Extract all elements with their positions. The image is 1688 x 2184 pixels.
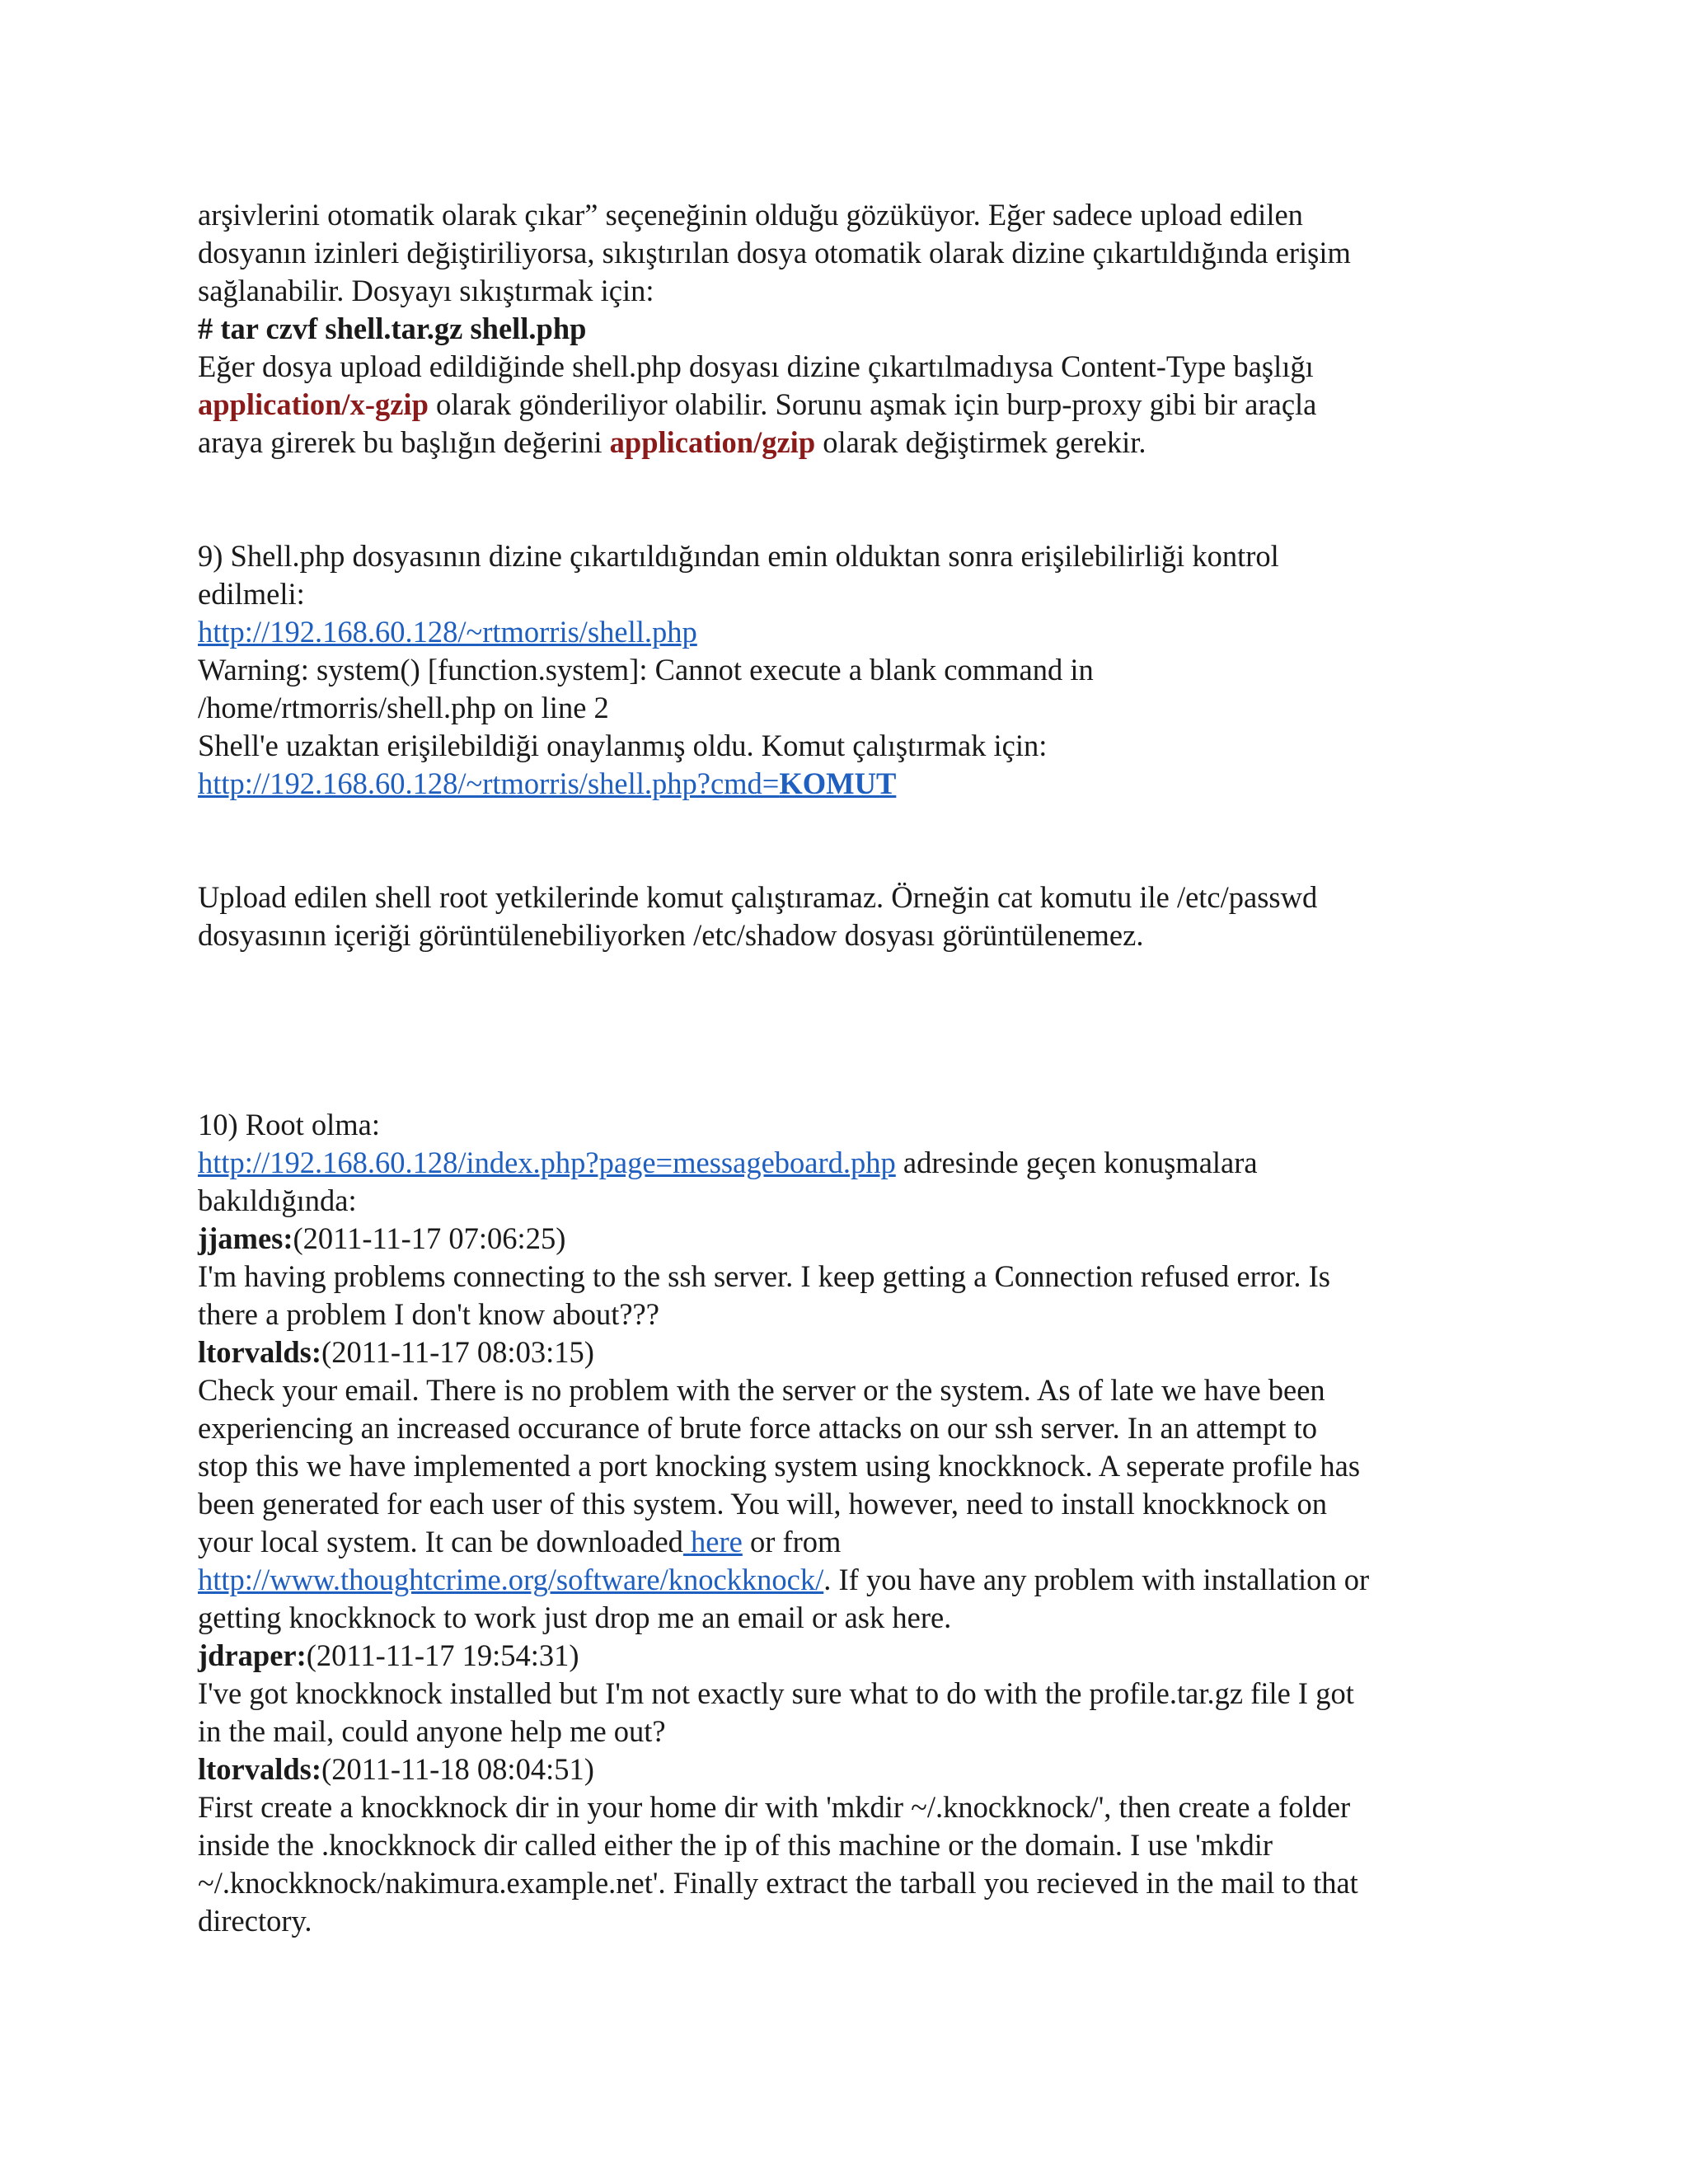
post-header [198, 1637, 1500, 1675]
post-text-line: getting knockknock to work just drop me an email or ask here. [198, 1601, 952, 1634]
post-text-line [198, 1561, 1500, 1599]
paragraph-line: dosyasının içeriği görüntülenebiliyorken /etc/shadow dosyası görüntülenemez. [198, 918, 1144, 952]
spacer [198, 803, 1500, 879]
post-time: (2011-11-17 08:03:15) [321, 1335, 594, 1369]
post-text: your local system. It can be downloaded [198, 1525, 683, 1558]
messageboard-url-link[interactable]: http://192.168.60.128/index.php?page=messageboard.php [198, 1146, 896, 1179]
post-text-line [198, 1523, 1500, 1561]
post-text-line: in the mail, could anyone help me out? [198, 1714, 666, 1748]
post-text-line: First create a knockknock dir in your home dir with 'mkdir ~/.knockknock/', then create a folder [198, 1790, 1351, 1824]
paragraph-line: bakıldığında: [198, 1183, 357, 1217]
post-text-line: ~/.knockknock/nakimura.example.net'. Finally extract the tarball you recieved in the mail to that [198, 1866, 1358, 1900]
post-time: (2011-11-17 19:54:31) [306, 1638, 579, 1672]
paragraph-text: araya girerek bu başlığın değerini [198, 425, 610, 459]
spacer [198, 954, 1500, 1106]
post-user: jjames: [198, 1221, 293, 1255]
step-10-heading: 10) Root olma: [198, 1108, 381, 1141]
post-user: ltorvalds: [198, 1335, 322, 1369]
post-text-line: directory. [198, 1904, 312, 1938]
paragraph-text: adresinde geçen konuşmalara [895, 1146, 1258, 1179]
spacer [198, 462, 1500, 537]
post-user: jdraper: [198, 1638, 307, 1672]
tar-command: # tar czvf shell.tar.gz shell.php [198, 312, 587, 345]
post-text-line: inside the .knockknock dir called either the ip of this machine or the domain. I use 'mkdir [198, 1828, 1273, 1862]
post-text: . If you have any problem with installation or [823, 1563, 1370, 1596]
paragraph-line [198, 613, 1500, 651]
paragraph-line [198, 424, 1500, 462]
warning-line: /home/rtmorris/shell.php on line 2 [198, 691, 609, 724]
paragraph-line: Shell'e uzaktan erişilebildiği onaylanmış oldu. Komut çalıştırmak için: [198, 729, 1048, 762]
post-header [198, 1750, 1500, 1788]
paragraph-line: sağlanabilir. Dosyayı sıkıştırmak için: [198, 274, 654, 307]
step-9-heading: 9) Shell.php dosyasının dizine çıkartıldığından emin olduktan sonra erişilebilirliği kontrol [198, 539, 1279, 573]
paragraph-text: olarak değiştirmek gerekir. [815, 425, 1146, 459]
paragraph-line: dosyanın izinleri değiştiriliyorsa, sıkıştırılan dosya otomatik olarak dizine çıkartıldığında erişim [198, 236, 1351, 269]
post-header [198, 1220, 1500, 1258]
shell-cmd-url-text: http://192.168.60.128/~rtmorris/shell.php?cmd= [198, 766, 780, 800]
paragraph-line: Eğer dosya upload edildiğinde shell.php dosyası dizine çıkartılmadıysa Content-Type başlığı [198, 349, 1314, 383]
post-text: or from [742, 1525, 842, 1558]
shell-cmd-url-link[interactable] [198, 766, 896, 800]
paragraph-line [198, 386, 1500, 424]
paragraph-line [198, 765, 1500, 803]
post-text-line: stop this we have implemented a port knocking system using knockknock. A seperate profile has [198, 1449, 1361, 1483]
post-text-line: Check your email. There is no problem with the server or the system. As of late we have been [198, 1373, 1325, 1407]
knockknock-url-link[interactable]: http://www.thoughtcrime.org/software/knockknock/ [198, 1563, 824, 1596]
post-header [198, 1333, 1500, 1371]
post-text-line: I'm having problems connecting to the ssh server. I keep getting a Connection refused error. Is [198, 1259, 1330, 1293]
post-text-line: been generated for each user of this system. You will, however, need to install knockknock on [198, 1487, 1327, 1521]
here-link[interactable]: here [682, 1525, 743, 1558]
content-type-value-gzip: application/gzip [609, 425, 816, 459]
post-text-line: experiencing an increased occurance of brute force attacks on our ssh server. In an attempt to [198, 1411, 1318, 1445]
paragraph-text: olarak gönderiliyor olabilir. Sorunu aşmak için burp-proxy gibi bir araçla [428, 387, 1317, 421]
post-text-line: there a problem I don't know about??? [198, 1297, 659, 1331]
paragraph-line: Upload edilen shell root yetkilerinde komut çalıştıramaz. Örneğin cat komutu ile /etc/passwd [198, 880, 1318, 914]
shell-cmd-placeholder: KOMUT [779, 766, 897, 800]
warning-line: Warning: system() [function.system]: Cannot execute a blank command in [198, 653, 1094, 687]
post-time: (2011-11-17 07:06:25) [293, 1221, 566, 1255]
shell-url-link[interactable]: http://192.168.60.128/~rtmorris/shell.php [198, 615, 697, 649]
paragraph-line: edilmeli: [198, 577, 305, 611]
document-page [198, 196, 1500, 1940]
content-type-value-xgzip: application/x-gzip [198, 387, 429, 421]
paragraph-line: arşivlerini otomatik olarak çıkar” seçeneğinin olduğu gözüküyor. Eğer sadece upload edilen [198, 198, 1303, 232]
paragraph-line [198, 1144, 1500, 1182]
post-user: ltorvalds: [198, 1752, 322, 1786]
post-time: (2011-11-18 08:04:51) [321, 1752, 594, 1786]
post-text-line: I've got knockknock installed but I'm not exactly sure what to do with the profile.tar.gz file I got [198, 1676, 1354, 1710]
